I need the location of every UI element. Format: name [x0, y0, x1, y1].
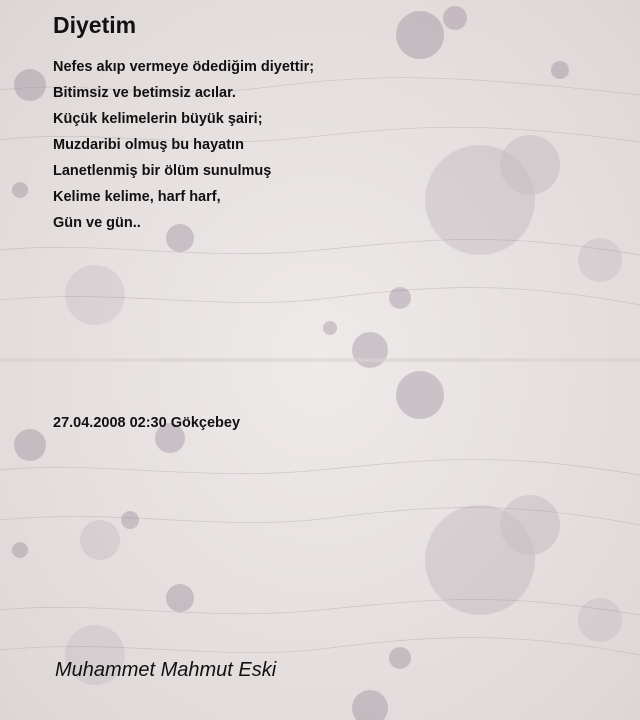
- poem-title: Diyetim: [53, 12, 137, 38]
- poem-line: Kelime kelime, harf harf,: [53, 189, 221, 205]
- poem-date-place: 27.04.2008 02:30 Gökçebey: [53, 415, 241, 431]
- poem-line: Bitimsiz ve betimsiz acılar.: [53, 85, 236, 101]
- poem-line: Küçük kelimelerin büyük şairi;: [53, 111, 263, 127]
- poem-author: Muhammet Mahmut Eski: [55, 659, 277, 681]
- poem-line: Nefes akıp vermeye ödediğim diyettir;: [53, 59, 315, 75]
- poem-line: Muzdaribi olmuş bu hayatın: [53, 137, 244, 153]
- poem-line: Gün ve gün..: [53, 215, 141, 231]
- poem-body: [53, 54, 314, 236]
- poem-line: Lanetlenmiş bir ölüm sunulmuş: [53, 163, 272, 179]
